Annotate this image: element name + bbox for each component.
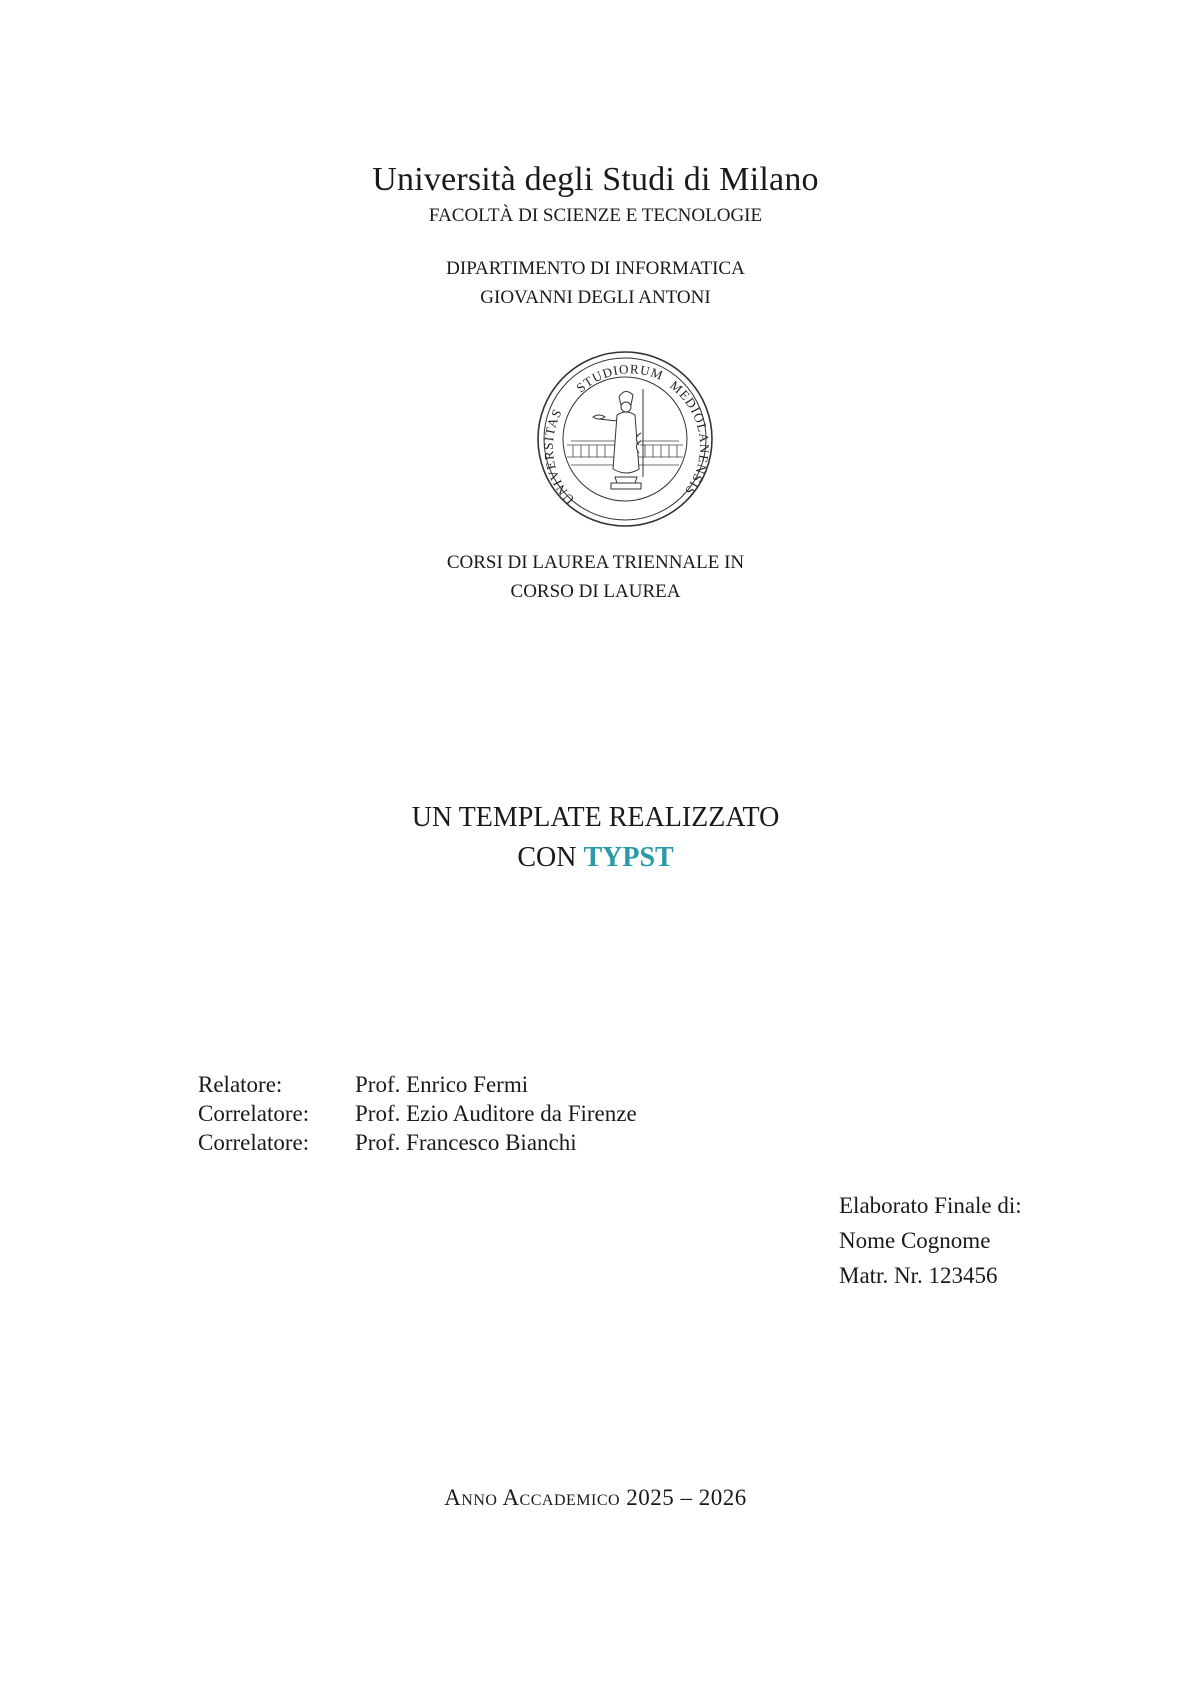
courses-line-1: CORSI DI LAUREA TRIENNALE IN: [446, 552, 745, 573]
supervisor-role: Relatore:: [198, 1072, 283, 1097]
supervisor-row: [198, 1128, 637, 1157]
seal-inscription-left: UNIVERSITAS: [540, 405, 578, 508]
university-seal-icon: [535, 349, 715, 529]
thesis-title-line-1: UN TEMPLATE REALIZZATO: [411, 802, 780, 833]
supervisor-name: Prof. Ezio Auditore da Firenze: [355, 1101, 637, 1126]
candidate-matriculation: Matr. Nr. 123456: [839, 1263, 998, 1288]
seal-inscription-right: MEDIOLANENSIS: [667, 377, 713, 499]
department-block: [0, 254, 1191, 312]
candidate-label: Elaborato Finale di:: [839, 1193, 1022, 1218]
supervisor-name: Prof. Enrico Fermi: [355, 1072, 529, 1097]
candidate-name: Nome Cognome: [839, 1228, 991, 1253]
supervisors-list: [198, 1070, 637, 1157]
department-line-1: DIPARTIMENTO DI INFORMATICA: [446, 258, 745, 279]
academic-year: Anno Accademico 2025 – 2026: [444, 1485, 747, 1510]
thesis-title-line-2: [0, 838, 1191, 878]
supervisor-role: Correlatore:: [198, 1101, 310, 1126]
supervisor-row: [198, 1070, 637, 1099]
supervisor-name: Prof. Francesco Bianchi: [355, 1130, 577, 1155]
department-line-2: GIOVANNI DEGLI ANTONI: [480, 287, 711, 308]
university-name: Università degli Studi di Milano: [372, 161, 819, 198]
thesis-title: [0, 798, 1191, 878]
thesis-title-accent: TYPST: [583, 842, 674, 873]
degree-courses: [0, 548, 1191, 606]
thesis-title-prefix: CON: [517, 842, 577, 873]
seal-inscription-top: STUDIORUM: [573, 361, 666, 396]
supervisor-row: [198, 1099, 637, 1128]
faculty-name: FACOLTÀ DI SCIENZE E TECNOLOGIE: [428, 205, 763, 226]
courses-line-2: CORSO DI LAUREA: [510, 581, 681, 602]
candidate-block: [839, 1188, 1022, 1293]
supervisor-role: Correlatore:: [198, 1130, 310, 1155]
seal-figure: [593, 389, 643, 489]
seal-graphic: [535, 349, 715, 529]
